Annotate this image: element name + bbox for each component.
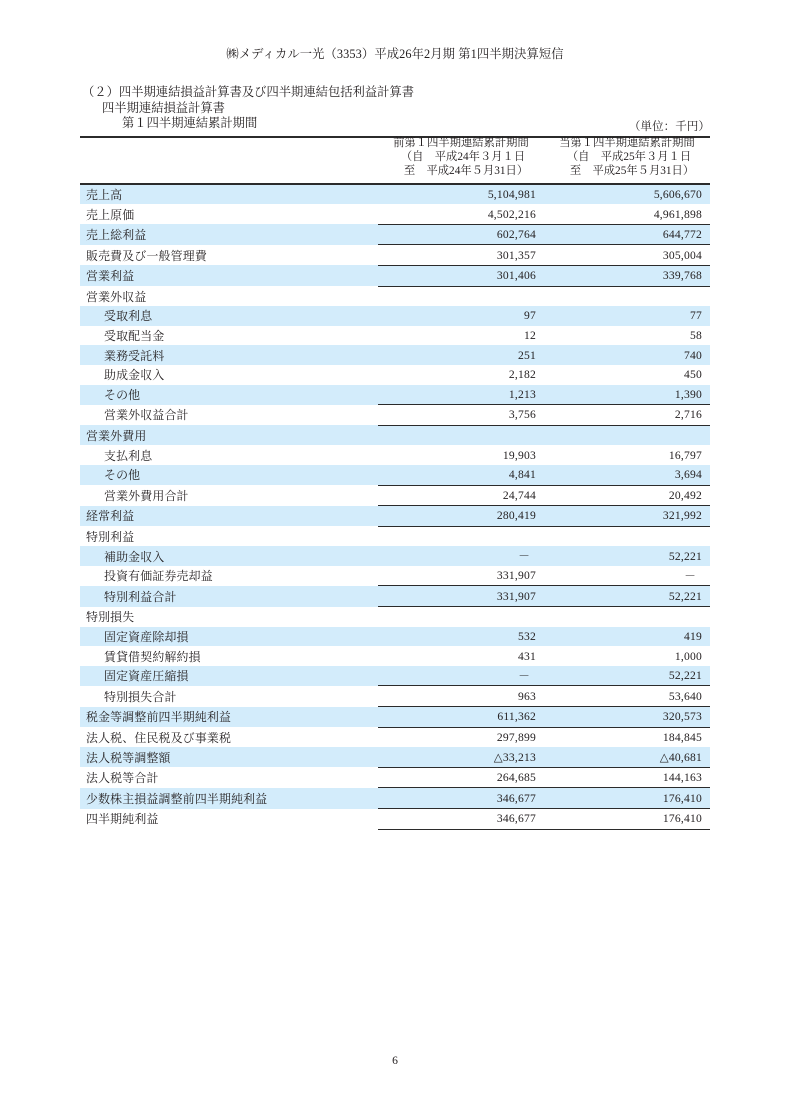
table-row bbox=[80, 286, 710, 306]
row-value-current-period: 644,772 bbox=[544, 224, 710, 245]
row-label: 少数株主損益調整前四半期純利益 bbox=[80, 788, 378, 809]
row-label: 受取利息 bbox=[80, 306, 378, 326]
table-row bbox=[80, 326, 710, 346]
row-value-previous-period: － bbox=[378, 666, 544, 686]
row-label: 営業外収益 bbox=[86, 289, 147, 304]
page-number: 6 bbox=[392, 1054, 398, 1067]
table-row bbox=[80, 445, 710, 465]
table-row bbox=[80, 204, 710, 224]
row-value-previous-period: 4,502,216 bbox=[378, 204, 544, 224]
row-value-current-period: 4,961,898 bbox=[544, 204, 710, 224]
row-label: 売上高 bbox=[80, 184, 378, 205]
table-row bbox=[80, 306, 710, 326]
previous-period-line-3: 至 平成24年５月31日） bbox=[403, 165, 529, 178]
row-value-previous-period: 301,406 bbox=[378, 265, 544, 286]
row-value-previous-period: 3,756 bbox=[378, 405, 544, 426]
row-value-previous-period: 297,899 bbox=[496, 730, 536, 744]
column-header-label bbox=[80, 136, 378, 183]
table-row bbox=[80, 224, 710, 245]
row-value-previous-period: 331,907 bbox=[378, 566, 544, 586]
row-value-current-period: 450 bbox=[684, 368, 702, 382]
table-row bbox=[80, 526, 710, 546]
row-value-previous-period: 5,104,981 bbox=[378, 184, 544, 205]
row-label: その他 bbox=[80, 385, 378, 405]
section-title-level3: 第１四半期連結累計期間 bbox=[122, 116, 258, 130]
previous-period-line-2: （自 平成24年３月１日 bbox=[400, 151, 526, 164]
table-row bbox=[80, 788, 710, 809]
section-title-level2: 四半期連結損益計算書 bbox=[102, 100, 225, 115]
row-label: 営業外費用 bbox=[80, 425, 378, 445]
table-row bbox=[80, 666, 710, 686]
table-row bbox=[80, 646, 710, 666]
row-value-current-period bbox=[544, 526, 710, 546]
row-value-previous-period: 431 bbox=[518, 649, 536, 663]
table-row bbox=[80, 345, 710, 365]
row-value-current-period: 5,606,670 bbox=[544, 184, 710, 205]
row-value-previous-period bbox=[378, 607, 544, 627]
table-row bbox=[80, 747, 710, 767]
table-row bbox=[80, 184, 710, 205]
row-value-current-period: 339,768 bbox=[544, 265, 710, 286]
row-label: 四半期純利益 bbox=[86, 812, 159, 827]
document-header: ㈱メディカル一光（3353）平成26年2月期 第1四半期決算短信 bbox=[226, 47, 564, 61]
row-label: 固定資産除却損 bbox=[80, 627, 378, 647]
table-row bbox=[80, 627, 710, 647]
row-label: 受取配当金 bbox=[104, 329, 165, 344]
quarterly-income-statement-table bbox=[80, 136, 710, 830]
table-row bbox=[80, 245, 710, 266]
row-value-current-period: △40,681 bbox=[544, 747, 710, 767]
row-value-previous-period: － bbox=[378, 546, 544, 566]
column-header-current-period bbox=[544, 136, 710, 183]
table-row bbox=[80, 405, 710, 426]
row-value-previous-period: 19,903 bbox=[502, 448, 536, 462]
table-row bbox=[80, 506, 710, 527]
row-value-current-period: 16,797 bbox=[668, 448, 702, 462]
table-row bbox=[80, 465, 710, 485]
row-value-previous-period: 346,677 bbox=[378, 809, 544, 830]
row-value-current-period: 20,492 bbox=[544, 485, 710, 506]
row-value-current-period: 740 bbox=[544, 345, 710, 365]
current-period-line-3: 至 平成25年５月31日） bbox=[569, 165, 695, 178]
table-row bbox=[80, 365, 710, 385]
row-label: 税金等調整前四半期純利益 bbox=[80, 707, 378, 728]
row-label: 売上原価 bbox=[86, 207, 135, 222]
unit-note: （単位：千円） bbox=[628, 120, 710, 133]
table-row bbox=[80, 546, 710, 566]
row-value-previous-period: 331,907 bbox=[378, 586, 544, 607]
previous-period-line-1: 前第１四半期連結累計期間 bbox=[393, 137, 529, 149]
row-value-previous-period: 24,744 bbox=[378, 485, 544, 506]
row-label: 投資有価証券売却益 bbox=[104, 569, 213, 584]
row-value-current-period bbox=[544, 607, 710, 627]
row-value-previous-period: 301,357 bbox=[378, 245, 544, 266]
row-value-current-period: 1,000 bbox=[674, 649, 702, 663]
row-value-previous-period: 251 bbox=[378, 345, 544, 365]
row-label: 特別損失 bbox=[86, 610, 135, 625]
row-value-current-period: 305,004 bbox=[544, 245, 710, 266]
row-label: その他 bbox=[80, 465, 378, 485]
row-value-previous-period: 963 bbox=[378, 686, 544, 707]
row-label: 特別利益 bbox=[86, 529, 135, 544]
row-value-previous-period bbox=[378, 425, 544, 445]
table-row bbox=[80, 566, 710, 586]
column-header-previous-period bbox=[378, 136, 544, 183]
row-value-current-period: 320,573 bbox=[544, 707, 710, 728]
row-label: 補助金収入 bbox=[80, 546, 378, 566]
row-value-current-period: 176,410 bbox=[544, 788, 710, 809]
row-value-current-period: 52,221 bbox=[544, 546, 710, 566]
row-value-previous-period: 97 bbox=[378, 306, 544, 326]
row-label: 経常利益 bbox=[80, 506, 378, 527]
row-value-previous-period: 2,182 bbox=[508, 368, 536, 382]
row-value-previous-period bbox=[378, 526, 544, 546]
table-row bbox=[80, 385, 710, 405]
row-label: 特別利益合計 bbox=[80, 586, 378, 607]
row-label: 助成金収入 bbox=[104, 368, 165, 383]
row-value-previous-period: 4,841 bbox=[378, 465, 544, 485]
row-value-current-period: 77 bbox=[544, 306, 710, 326]
section-title-level1: （２）四半期連結損益計算書及び四半期連結包括利益計算書 bbox=[82, 85, 415, 99]
row-label: 売上総利益 bbox=[80, 224, 378, 245]
row-label: 営業利益 bbox=[80, 265, 378, 286]
row-value-previous-period: 346,677 bbox=[378, 788, 544, 809]
row-value-current-period bbox=[544, 425, 710, 445]
table-row bbox=[80, 265, 710, 286]
row-value-previous-period: 264,685 bbox=[378, 767, 544, 788]
row-label: 営業外費用合計 bbox=[104, 488, 189, 503]
table-row bbox=[80, 425, 710, 445]
row-label: 法人税等合計 bbox=[86, 771, 159, 786]
table-row bbox=[80, 686, 710, 707]
table-row bbox=[80, 767, 710, 788]
table-row bbox=[80, 707, 710, 728]
row-value-current-period: 1,390 bbox=[544, 385, 710, 405]
table-body bbox=[80, 184, 710, 830]
current-period-line-2: （自 平成25年３月１日 bbox=[566, 151, 692, 164]
row-value-current-period: 321,992 bbox=[544, 506, 710, 527]
row-value-previous-period: 611,362 bbox=[378, 707, 544, 728]
row-value-current-period: 52,221 bbox=[544, 666, 710, 686]
row-value-previous-period: 1,213 bbox=[378, 385, 544, 405]
row-value-current-period: 3,694 bbox=[544, 465, 710, 485]
row-value-previous-period: △33,213 bbox=[378, 747, 544, 767]
row-value-current-period: 419 bbox=[544, 627, 710, 647]
row-value-current-period: 144,163 bbox=[544, 767, 710, 788]
row-label: 法人税等調整額 bbox=[80, 747, 378, 767]
table-header bbox=[80, 136, 710, 184]
table-row bbox=[80, 727, 710, 747]
row-value-previous-period bbox=[378, 286, 544, 306]
row-label: 業務受託料 bbox=[80, 345, 378, 365]
row-value-previous-period: 602,764 bbox=[378, 224, 544, 245]
table-row bbox=[80, 809, 710, 830]
row-value-current-period: 58 bbox=[690, 329, 702, 343]
row-label: 販売費及び一般管理費 bbox=[86, 248, 207, 263]
row-value-current-period: 2,716 bbox=[544, 405, 710, 426]
row-value-previous-period: 532 bbox=[378, 627, 544, 647]
row-value-current-period: 176,410 bbox=[544, 809, 710, 830]
row-label: 営業外収益合計 bbox=[104, 408, 189, 423]
row-value-current-period: 52,221 bbox=[544, 586, 710, 607]
row-label: 賃貸借契約解約損 bbox=[104, 649, 201, 664]
row-value-current-period: 53,640 bbox=[544, 686, 710, 707]
row-value-current-period: － bbox=[544, 566, 710, 586]
row-label: 固定資産圧縮損 bbox=[80, 666, 378, 686]
row-label: 支払利息 bbox=[104, 448, 153, 463]
row-value-previous-period: 12 bbox=[524, 329, 536, 343]
row-value-current-period bbox=[544, 286, 710, 306]
table-row bbox=[80, 607, 710, 627]
table-row bbox=[80, 586, 710, 607]
table-row bbox=[80, 485, 710, 506]
current-period-line-1: 当第１四半期連結累計期間 bbox=[559, 137, 695, 149]
row-value-previous-period: 280,419 bbox=[378, 506, 544, 527]
row-label: 法人税、住民税及び事業税 bbox=[86, 730, 232, 745]
row-label: 特別損失合計 bbox=[104, 689, 177, 704]
row-value-current-period: 184,845 bbox=[662, 730, 702, 744]
